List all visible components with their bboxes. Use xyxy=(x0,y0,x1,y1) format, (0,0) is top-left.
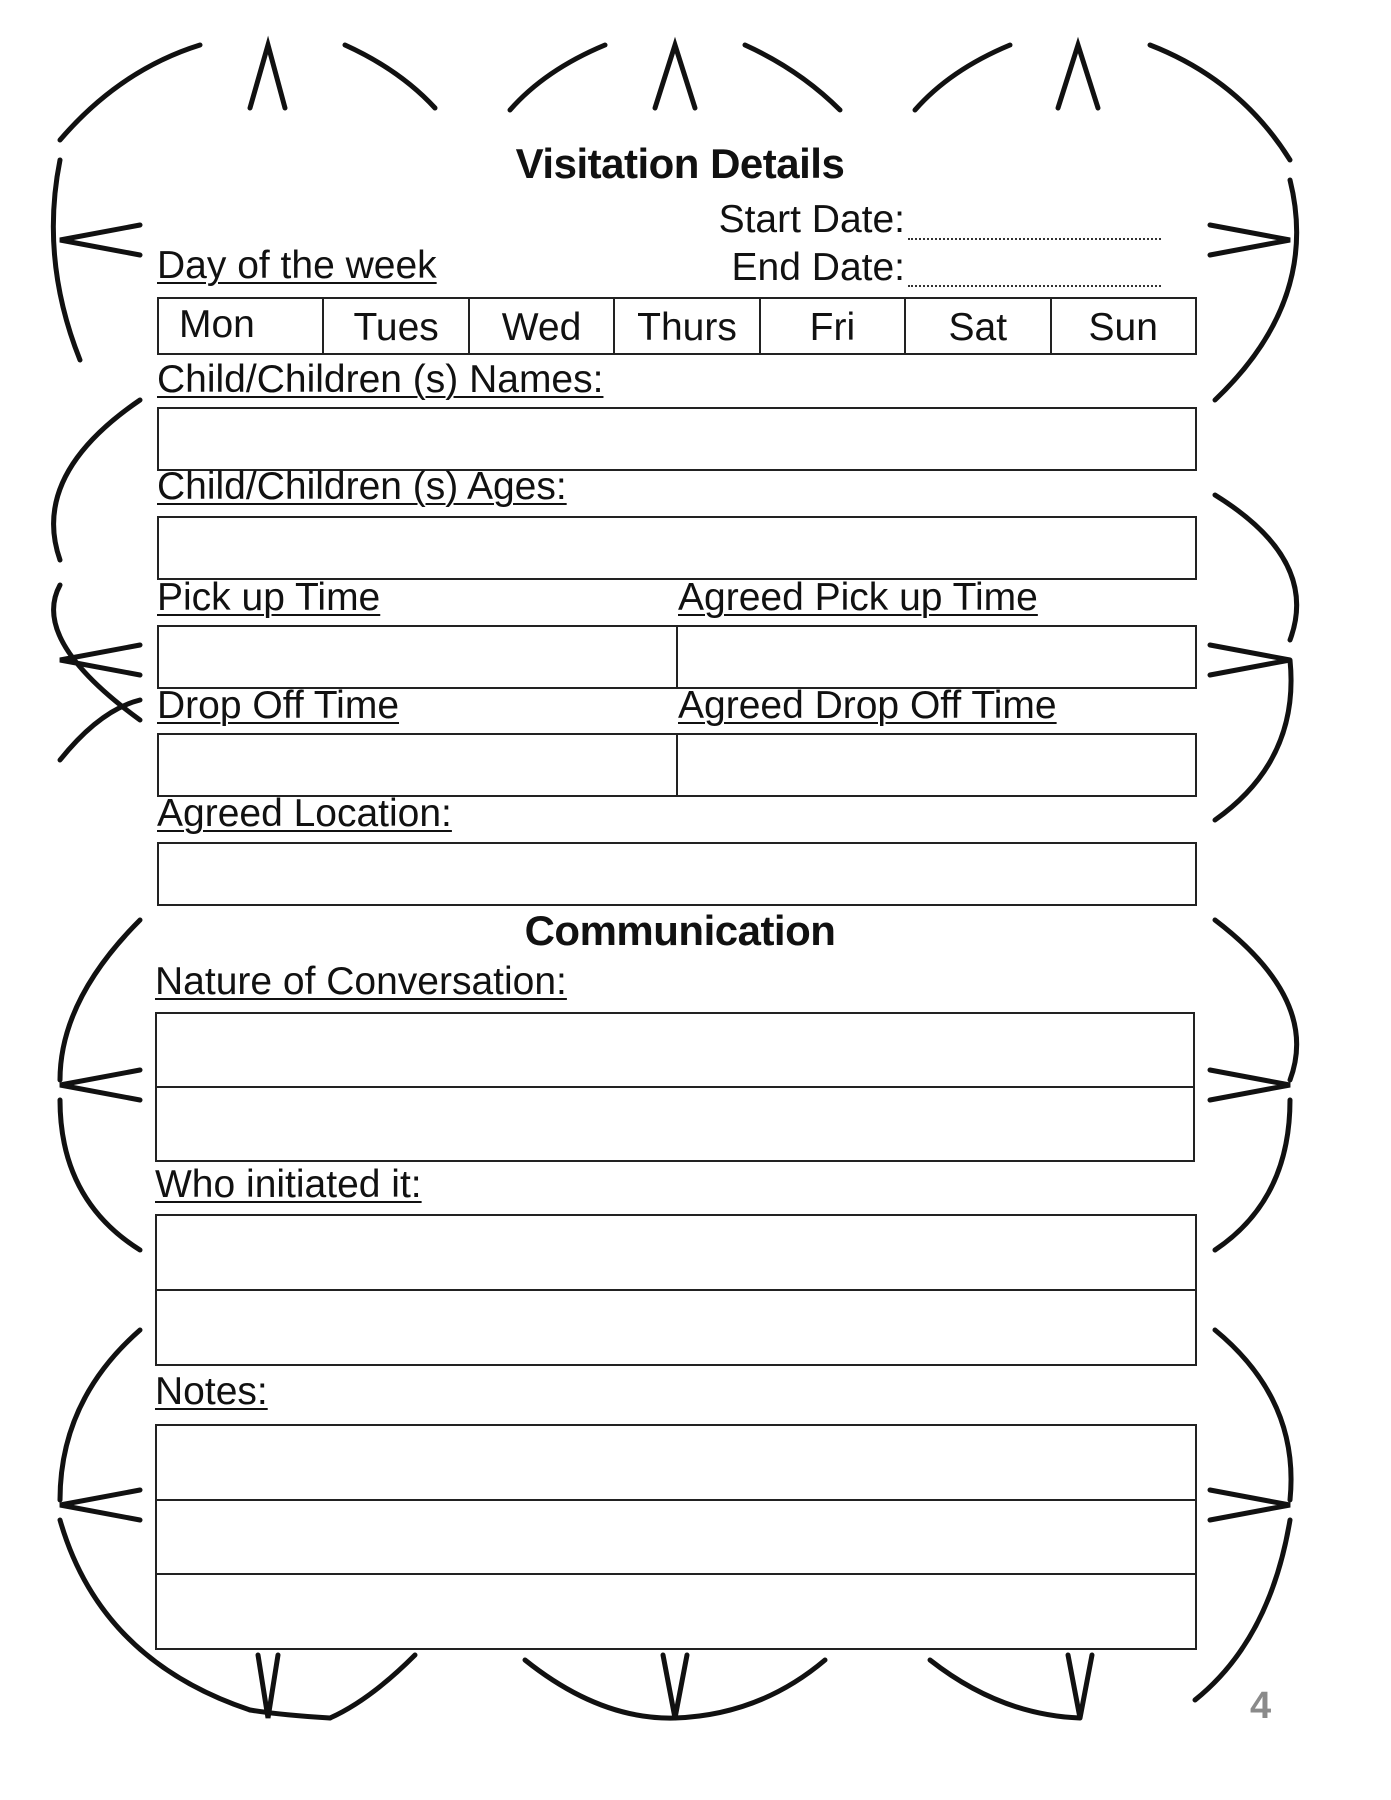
day-option-sun[interactable]: Sun xyxy=(1088,306,1158,349)
children-ages-field[interactable] xyxy=(157,516,1197,580)
day-option-sat[interactable]: Sat xyxy=(906,299,1051,353)
writing-line[interactable] xyxy=(157,1501,1195,1576)
day-option-fri[interactable]: Fri xyxy=(761,299,906,353)
pickup-time-label: Pick up Time xyxy=(157,576,381,619)
dropoff-time-field[interactable] xyxy=(159,735,678,795)
who-initiated-label: Who initiated it: xyxy=(155,1163,422,1206)
agreed-pickup-field[interactable] xyxy=(678,627,1195,687)
dropoff-time-row xyxy=(157,733,1197,797)
day-option-thurs[interactable]: Thurs xyxy=(615,299,760,353)
page-number: 4 xyxy=(1250,1685,1272,1727)
day-option-mon[interactable]: Mon xyxy=(159,299,324,353)
end-date-field[interactable] xyxy=(908,285,1161,287)
end-date-label: End Date: xyxy=(731,246,905,289)
pickup-time-field[interactable] xyxy=(159,627,678,687)
writing-line[interactable] xyxy=(157,1575,1195,1648)
communication-title: Communication xyxy=(524,907,836,954)
start-date-field[interactable] xyxy=(908,238,1161,240)
agreed-pickup-label: Agreed Pick up Time xyxy=(678,576,1038,619)
agreed-dropoff-label: Agreed Drop Off Time xyxy=(678,684,1057,727)
writing-line[interactable] xyxy=(157,1426,1195,1501)
agreed-location-field[interactable] xyxy=(157,842,1197,906)
start-date-label: Start Date: xyxy=(718,198,905,241)
notes-field[interactable] xyxy=(155,1424,1197,1650)
nature-of-conversation-field[interactable] xyxy=(155,1012,1195,1162)
writing-line[interactable] xyxy=(157,1014,1193,1088)
day-of-week-label: Day of the week xyxy=(157,244,437,287)
day-option-wed[interactable]: Wed xyxy=(470,299,615,353)
visitation-title: Visitation Details xyxy=(515,140,845,187)
writing-line[interactable] xyxy=(157,1216,1195,1291)
dropoff-time-label: Drop Off Time xyxy=(157,684,400,727)
writing-line[interactable] xyxy=(157,1291,1195,1364)
notes-label: Notes: xyxy=(155,1370,268,1413)
day-option-tues[interactable]: Tues xyxy=(324,299,469,353)
agreed-dropoff-field[interactable] xyxy=(678,735,1195,795)
who-initiated-field[interactable] xyxy=(155,1214,1197,1366)
pickup-time-row xyxy=(157,625,1197,689)
children-ages-label: Child/Children (s) Ages: xyxy=(157,465,567,508)
nature-of-conversation-label: Nature of Conversation: xyxy=(155,960,567,1003)
children-names-field[interactable] xyxy=(157,407,1197,471)
children-names-label: Child/Children (s) Names: xyxy=(157,358,604,401)
day-of-week-selector xyxy=(157,297,1197,355)
agreed-location-label: Agreed Location: xyxy=(157,792,452,835)
writing-line[interactable] xyxy=(157,1088,1193,1160)
